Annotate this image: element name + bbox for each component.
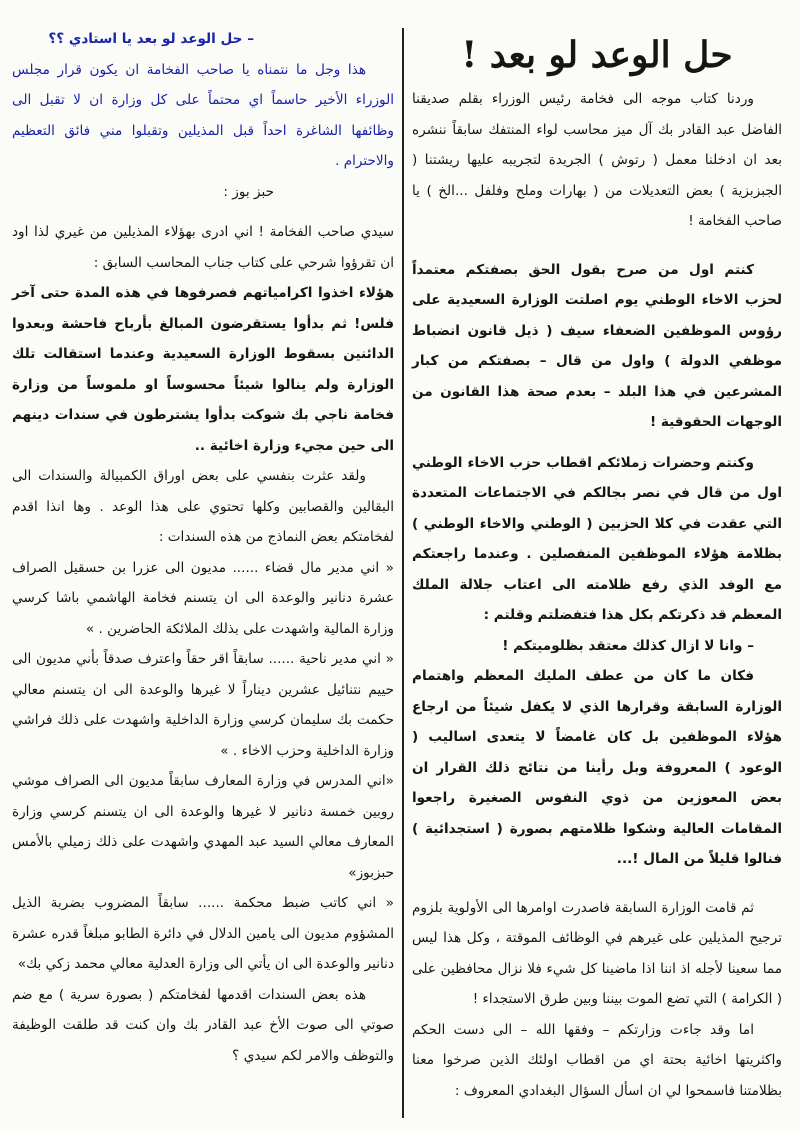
paragraph-reply-opening: سيدي صاحب الفخامة ! اني ادرى بهؤلاء المذيلين من غيري لذا اود ان تقرؤوا شرحي على كتاب جناب المحاسب السابق :	[12, 224, 394, 271]
intro-paragraph: وردنا كتاب موجه الى فخامة رئيس الوزراء بقلم صديقنا الفاضل عبد القادر بك آل ميز محاسب لواء المنتفك سابقاً ننشره بعد ان ادخلنا معمل ( رتوش ) الجريدة لتجريبه عليها ريشتنا ( الجبزبزية ) بعض التعديلات من ( بهارات وملح وفلفل ...الخ ) يا صاحب الفخامة !	[412, 91, 782, 229]
paragraph-quote: – وانا لا ازال كذلك معتقد بظلوميتكم !	[502, 637, 754, 654]
note-education: «اني المدرس في وزارة المعارف سابقاً مديون الى الصراف موشي روبين خمسة دنانير لا غيرها والوعدة الى ان يتسنم كرسي وزارة المعارف معالي السيد عبد المهدي واشهدت على ذلك زميلي بالأمس حبزبوز»	[12, 773, 394, 881]
paragraph-king-sympathy: فكان ما كان من عطف المليك المعظم واهتمام الوزارة السابقة وقرارها الذي لا يكفل شيئاً من ارجاع هؤلاء الموظفين بل كان غامضاً لا يتعدى اساليب ( الوعود ) المعروفة وبل رأينا من نتائج ذلك القرار ان بعض المعوزين من ذوي النفوس الصغيرة راجعوا المقامات العالية وشكوا ظلامتهم بصورة ( استجدائية ) فنالوا قليلاً من المال !...	[412, 668, 782, 867]
paragraph-promissory-notes: ولقد عثرت بنفسي على بعض اوراق الكمبيالة والسندات الى البقالين والقصابين وكلها تحتوي على هذا الوعد . وها انذا اقدم لفخامتكم بعض النماذج من هذه السندات :	[12, 468, 394, 545]
paragraph-previous-ministry: ثم قامت الوزارة السابقة فاصدرت اوامرها الى الأولوية بلزوم ترجيح المذيلين على غيرهم في الوظائف الموقتة ، وكل هذا ليس مما سعينا لأجله اذ اننا اذا ماضينا كل شيء فلا نزال محافظين على ( الكرامة ) التي تضع الموت بيننا وبين طرق الاستجداء !	[412, 899, 782, 1007]
paragraph-bonuses: هؤلاء اخذوا اكرامياتهم فصرفوها في هذه المدة حتى آخر فلس! ثم بدأوا يستقرضون المبالغ بأرباح فاحشة وبعدوا الدائنين بسقوط الوزارة السعيدية وعندما استقالت تلك الوزارة ولم ينالوا شيئاً محسوساً او ملموساً من وزارة فخامة ناجي بك شوكت بدأوا يشترطون في سندات دينهم الى حين مجيء وزارة اخائية ..	[12, 285, 394, 454]
article-title: حل الوعد لو بعد !	[461, 34, 733, 76]
note-interior: « اني مدير ناحية ...... سابقاً اقر حقاً واعترف صدقاً بأني مديون الى حييم نتنائيل عشرين ديناراً لا غيرها والوعدة الى ان يتسنم معالي حكمت بك سليمان كرسي وزارة الداخلية واشهدت على ذلك فراشي وزارة الداخلية وحزب الاخاء . »	[12, 651, 394, 759]
note-justice: « اني كاتب ضبط محكمة ...... سابقاً المضروب بضربة الذيل المشؤوم مديون الى يامين الدلال في دائرة الطابو مبلغاً قدره عشرة دنانير والوعدة الى ان يأتي الى وزارة العدلية معالي محمد زكي بك»	[12, 895, 394, 972]
right-column	[412, 24, 782, 1106]
column-divider	[402, 28, 404, 1118]
paragraph-your-ministry: اما وقد جاءت وزارتكم – وفقها الله – الى دست الحكم واكثريتها اخائية بحتة اي من اقطاب اولئك الذين صرخوا معنا بظلامتنا فاسمحوا لي ان اسأل السؤال البغدادي المعروف :	[412, 1021, 782, 1099]
signature: حبز بوز :	[223, 183, 274, 200]
paragraph-first-to-speak: كنتم اول من صرح بقول الحق بصفتكم معتمداً لحزب الاخاء الوطني يوم اصلتت الوزارة السعيدية على رؤوس الموظفين الضعفاء سيف ( ذيل قانون انضباط موظفي الدولة ) واول من قال – بصفتكم من كبار المشرعين في هذا البلد – بعدم صحة هذا القانون من الوجهات الحقوقية !	[412, 261, 782, 430]
paragraph-closing: هذه بعض السندات اقدمها لفخامتكم ( بصورة سرية ) مع ضم صوتي الى صوت الأخ عبد القادر بك وان كنت قد طلقت الوظيفة والتوظف والامر لكم سيدي ؟	[12, 986, 394, 1064]
paragraph-party-leaders: وكنتم وحضرات زملائكم اقطاب حزب الاخاء الوطني اول من قال في نصر بجالكم في الاجتماعات المتعددة التي عقدت في كلا الحزبين ( الوطني والاخاء الوطني ) بظلامة هؤلاء الموظفين المنفصلين . وعندما راجعتكم مع الوفد الذي رفع ظلامته الى اعتاب جلالة الملك المعظم قد ذكرتكم بكل هذا فتفضلتم وقلتم :	[412, 454, 782, 623]
note-finance: « اني مدير مال قضاء ...... مديون الى عزرا بن حسقيل الصراف عشرة دنانير والوعدة الى ان يتسنم فخامة الهاشمي باشا كرسي وزارة المالية واشهدت على بذلك الملائكة الحاضرين . »	[12, 559, 394, 637]
paragraph-wish: هذا وجل ما نتمناه يا صاحب الفخامة ان يكون قرار مجلس الوزراء الأخير حاسماً اي محتماً على كل وزارة ان لا تقبل الى وظائفها الشاغرة احداً قبل المذيلين وتقبلوا مني فائق التعظيم والاحترام .	[12, 61, 394, 169]
left-column	[12, 24, 394, 1071]
question-line: – حل الوعد لو بعد يا استادي ؟؟	[48, 31, 254, 47]
